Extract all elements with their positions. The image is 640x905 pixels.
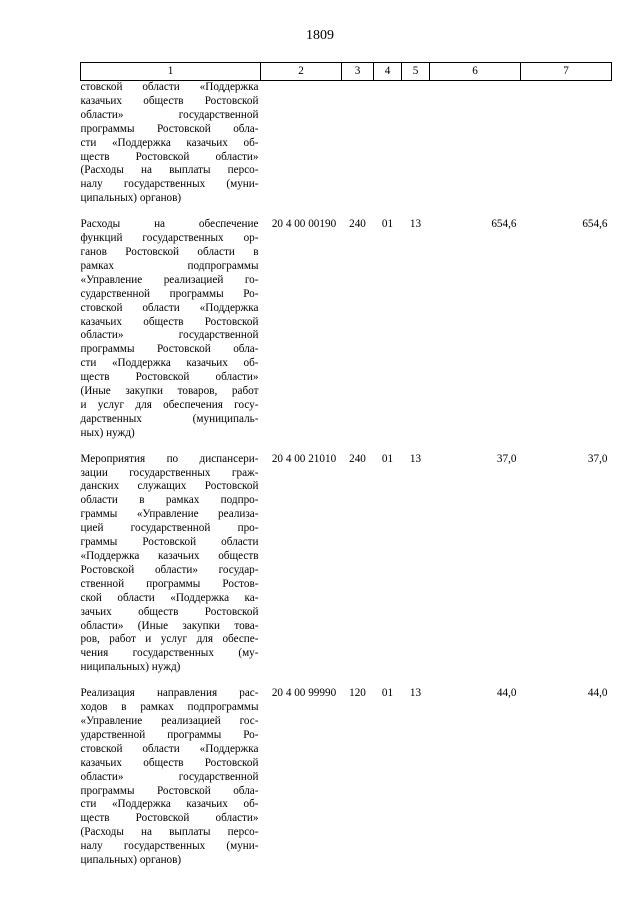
- description-line: сти «Поддержка казачьих об-: [80, 357, 259, 370]
- description-line: рамках подпрограммы: [80, 259, 259, 272]
- description-line: ганов Ростовской области в: [80, 245, 259, 258]
- description-line: Расходы на обеспечение: [80, 218, 259, 231]
- description-line: налу государственных (муни-: [80, 178, 259, 191]
- header-col-7: 7: [521, 63, 612, 81]
- description-line: чения государственных (му-: [80, 647, 259, 660]
- expense-type-cell: 240: [349, 452, 366, 465]
- description-line: стовской области «Поддержка: [80, 81, 259, 93]
- description-line: казачьих обществ Ростовской: [80, 315, 259, 328]
- target-code-cell: [261, 81, 342, 219]
- table-row: [81, 687, 612, 880]
- description-line: ципальных) органов): [80, 192, 182, 205]
- amount-1-cell: 37,0: [496, 452, 517, 465]
- target-code-cell: 20 4 00 21010: [271, 452, 337, 465]
- budget-table: [80, 62, 612, 880]
- amount-2-cell: 654,6: [582, 218, 608, 231]
- description-line: ществ Ростовской области»: [80, 371, 259, 384]
- description-line: ществ Ростовской области»: [80, 150, 259, 163]
- table-row: [81, 453, 612, 688]
- description-line: «Управление реализацией го-: [80, 273, 259, 286]
- header-col-3: 3: [342, 63, 374, 81]
- description-line: Реализация направления рас-: [80, 687, 259, 700]
- description-line: программы Ростовской обла-: [80, 784, 259, 797]
- expense-type-cell: [342, 81, 374, 219]
- description-line: стовской области «Поддержка: [80, 301, 259, 314]
- header-col-2: 2: [261, 63, 342, 81]
- description-line: зачьих обществ Ростовской: [80, 605, 259, 618]
- description-line: функций государственных ор-: [80, 232, 259, 245]
- description-line: сти «Поддержка казачьих об-: [80, 136, 259, 149]
- description-line: (Иные закупки товаров, работ: [80, 385, 259, 398]
- description-line: ударственной программы Ро-: [80, 728, 259, 741]
- section-cell: 01: [381, 218, 394, 231]
- description-line: области в рамках подпро-: [80, 494, 259, 507]
- subsection-cell: 13: [409, 452, 422, 465]
- description-line: дарственных (муниципаль-: [80, 412, 259, 425]
- description-line: области» государственной: [80, 770, 259, 783]
- description-line: Мероприятия по диспансери-: [80, 452, 259, 465]
- section-cell: [374, 81, 402, 219]
- amount-2-cell: [521, 81, 612, 219]
- description-line: ров, работ и услуг для обеспе-: [80, 633, 259, 646]
- amount-2-cell: 37,0: [587, 452, 608, 465]
- description-line: и услуг для обеспечения госу-: [80, 398, 259, 411]
- description-line: области» (Иные закупки това-: [80, 619, 259, 632]
- description-line: ходов в рамках подпрограммы: [80, 701, 259, 714]
- description-line: (Расходы на выплаты персо-: [80, 164, 259, 177]
- header-row: [81, 63, 612, 81]
- section-cell: 01: [381, 452, 394, 465]
- header-col-5: 5: [402, 63, 430, 81]
- expense-type-cell: 240: [349, 218, 366, 231]
- target-code-cell: 20 4 00 00190: [271, 218, 337, 231]
- description-line: цией государственной про-: [80, 522, 259, 535]
- subsection-cell: 13: [409, 218, 422, 231]
- header-col-6: 6: [430, 63, 521, 81]
- amount-1-cell: 44,0: [496, 687, 517, 700]
- page-number: 1809: [306, 28, 334, 43]
- header-col-1: 1: [81, 63, 261, 81]
- amount-1-cell: [430, 81, 521, 219]
- description-line: программы Ростовской обла-: [80, 122, 259, 135]
- description-line: (Расходы на выплаты персо-: [80, 826, 259, 839]
- row-description: [81, 218, 261, 453]
- description-line: граммы «Управление реализа-: [80, 508, 259, 521]
- description-line: налу государственных (муни-: [80, 840, 259, 853]
- amount-1-cell: 654,6: [491, 218, 517, 231]
- description-line: казачьих обществ Ростовской: [80, 756, 259, 769]
- amount-2-cell: 44,0: [587, 687, 608, 700]
- table-body: [81, 81, 612, 880]
- description-line: программы Ростовской обла-: [80, 343, 259, 356]
- description-line: «Поддержка казачьих обществ: [80, 550, 259, 562]
- table-row: [81, 81, 612, 219]
- description-line: ниципальных) нужд): [80, 661, 181, 674]
- description-line: сударственной программы Ро-: [80, 287, 259, 300]
- description-line: ципальных) органов): [80, 854, 182, 867]
- table-row: [81, 218, 612, 453]
- description-line: ской области «Поддержка ка-: [80, 591, 259, 604]
- description-line: данских служащих Ростовской: [80, 480, 259, 493]
- target-code-cell: 20 4 00 99990: [271, 687, 337, 700]
- row-description: [81, 81, 261, 219]
- subsection-cell: [402, 81, 430, 219]
- description-line: ных) нужд): [80, 426, 135, 439]
- description-line: стовской области «Поддержка: [80, 742, 259, 755]
- description-line: Ростовской области» государ-: [80, 563, 259, 576]
- header-col-4: 4: [374, 63, 402, 81]
- expense-type-cell: 120: [349, 687, 366, 700]
- description-line: ственной программы Ростов-: [80, 577, 259, 590]
- description-line: «Управление реализацией гос-: [80, 714, 259, 727]
- description-line: зации государственных граж-: [80, 466, 259, 479]
- subsection-cell: 13: [409, 687, 422, 700]
- row-description: [81, 687, 261, 880]
- description-line: казачьих обществ Ростовской: [80, 94, 259, 107]
- description-line: ществ Ростовской области»: [80, 812, 259, 825]
- description-line: области» государственной: [80, 108, 259, 121]
- section-cell: 01: [381, 687, 394, 700]
- row-description: [81, 453, 261, 688]
- description-line: сти «Поддержка казачьих об-: [80, 798, 259, 811]
- description-line: граммы Ростовской области: [80, 536, 259, 549]
- description-line: области» государственной: [80, 329, 259, 342]
